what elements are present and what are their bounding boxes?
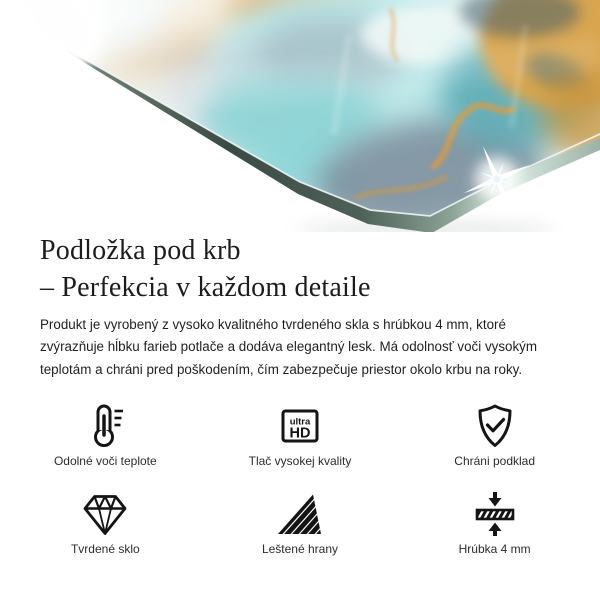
feature-label: Chráni podklad [454,454,536,468]
shield-check-icon [471,402,519,450]
feature-print-quality [203,402,398,468]
features-grid [8,402,592,556]
glass-panel-image [0,0,600,232]
thermometer-icon [81,402,129,450]
diamond-icon [81,490,129,538]
page-title-line-2: – Perfekcia v každom detaile [40,272,371,303]
ultra-hd-text-bottom: HD [289,425,311,442]
ultra-hd-icon [276,402,324,450]
feature-label: Odolné voči teplote [53,454,157,468]
ultra-hd-text-top: ultra [289,416,311,428]
feature-protects-base [397,402,592,468]
thickness-4mm-icon [471,490,519,538]
feature-thickness [397,490,592,556]
feature-label: Tvrdené sklo [70,542,140,556]
product-image [0,0,600,232]
page-title [40,232,371,306]
feature-tempered-glass [8,490,203,556]
feature-label: Tlač vysokej kvality [248,454,352,468]
page-title-line-1: Podložka pod krb [40,235,241,266]
feature-polished-edges [203,490,398,556]
product-description: Produkt je vyrobený z vysoko kvalitného tvrdeného skla s hrúbkou 4 mm, ktoré zvýrazňuje hĺbku farieb potlače a dodáva elegantný lesk. Má odolnosť voči vysokým teplotám a chráni pred poškodením, čím zabezpečuje priestor okolo krbu na roky. [40,317,538,377]
polished-edges-icon [276,490,324,538]
feature-label: Hrúbka 4 mm [458,542,531,556]
feature-label: Leštené hrany [261,542,339,556]
feature-heat-resistant [8,402,203,468]
